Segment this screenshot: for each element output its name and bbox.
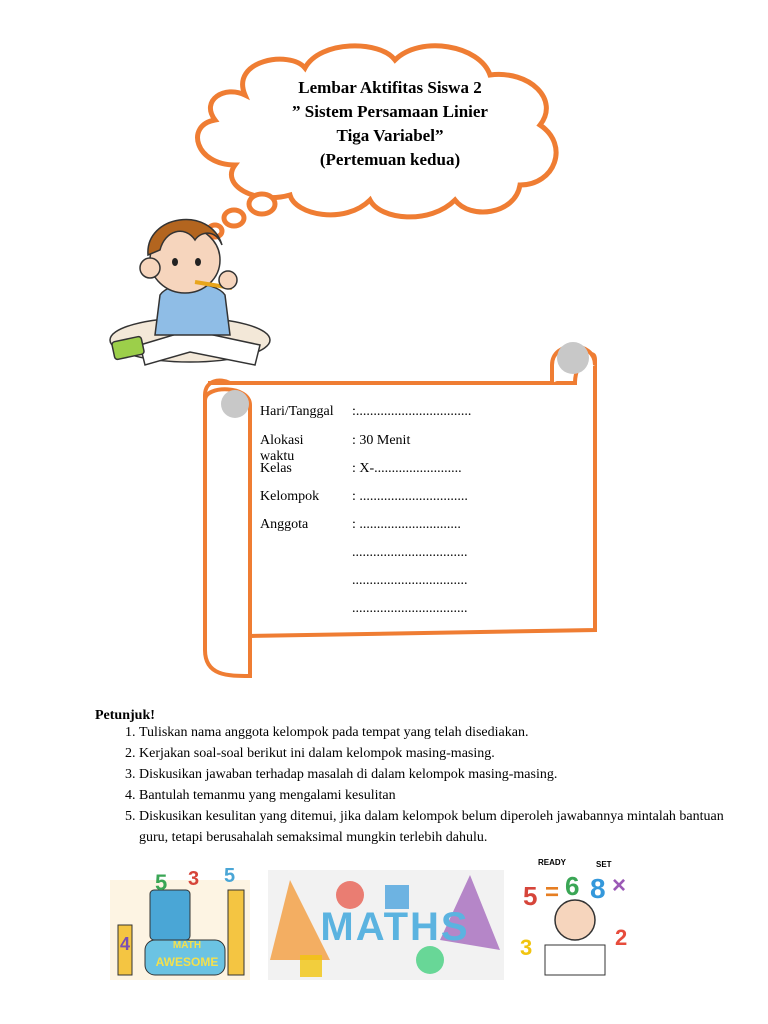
form-label: Hari/Tanggal [260, 404, 334, 419]
form-value: : X-......................... [352, 461, 462, 476]
form-value: : ............................. [352, 517, 461, 532]
instruction-item: 3. Diskusikan jawaban terhadap masalah di dalam kelompok masing-masing. [139, 764, 739, 785]
anggota-dots: ................................. [352, 545, 468, 560]
svg-text:=: = [545, 879, 560, 906]
instruction-item: 1. Tuliskan nama anggota kelompok pada tempat yang telah disediakan. [139, 722, 739, 743]
svg-text:2: 2 [615, 925, 628, 950]
svg-text:4: 4 [120, 934, 131, 954]
ready-art-text: READY [538, 858, 567, 867]
ready-set-math-art [515, 855, 640, 980]
title-line-1: Lembar Aktifitas Siswa 2 [298, 78, 482, 97]
form-label: Anggota [260, 517, 309, 532]
svg-text:5: 5 [523, 881, 538, 911]
title-line-4: (Pertemuan kedua) [319, 150, 461, 169]
svg-text:8: 8 [590, 873, 606, 904]
form-value: : ............................... [352, 489, 468, 504]
svg-text:3: 3 [188, 868, 200, 890]
anggota-dots: ................................. [352, 601, 468, 616]
instruction-item: 2. Kerjakan soal-soal berikut ini dalam kelompok masing-masing. [139, 743, 739, 764]
instruction-list [95, 722, 739, 848]
title-line-3: Tiga Variabel” [336, 126, 444, 145]
svg-text:5: 5 [224, 865, 236, 887]
form-value: : 30 Menit [352, 433, 411, 448]
anggota-dots: ................................. [352, 573, 468, 588]
scroll-frame [205, 342, 595, 676]
instruction-item: 5. Diskusikan kesulitan yang ditemui, jika dalam kelompok belum diperoleh jawabannya mintalah bantuan guru, tetapi berusahalah semaksimal mungkin terlebih dahulu. [139, 806, 739, 848]
svg-text:×: × [612, 872, 627, 899]
form-label: Alokasi waktu [260, 433, 304, 464]
instruction-item: 4. Bantulah temanmu yang mengalami kesulitan [139, 785, 739, 806]
math-art-text-2: AWESOME [155, 955, 219, 969]
set-art-text: SET [596, 860, 612, 869]
svg-text:5: 5 [155, 870, 168, 895]
form-label: Kelompok [260, 489, 320, 504]
form-label: Kelas [260, 461, 292, 476]
maths-art-text: MATHS [320, 905, 470, 949]
svg-text:6: 6 [565, 871, 580, 901]
svg-text:3: 3 [520, 935, 533, 960]
math-art-text-1: MATH [172, 940, 202, 951]
petunjuk-heading: Petunjuk! [95, 708, 155, 723]
title-line-2: ” Sistem Persamaan Linier [292, 102, 488, 121]
form-value: :................................. [352, 404, 472, 419]
boy-illustration [110, 220, 270, 365]
